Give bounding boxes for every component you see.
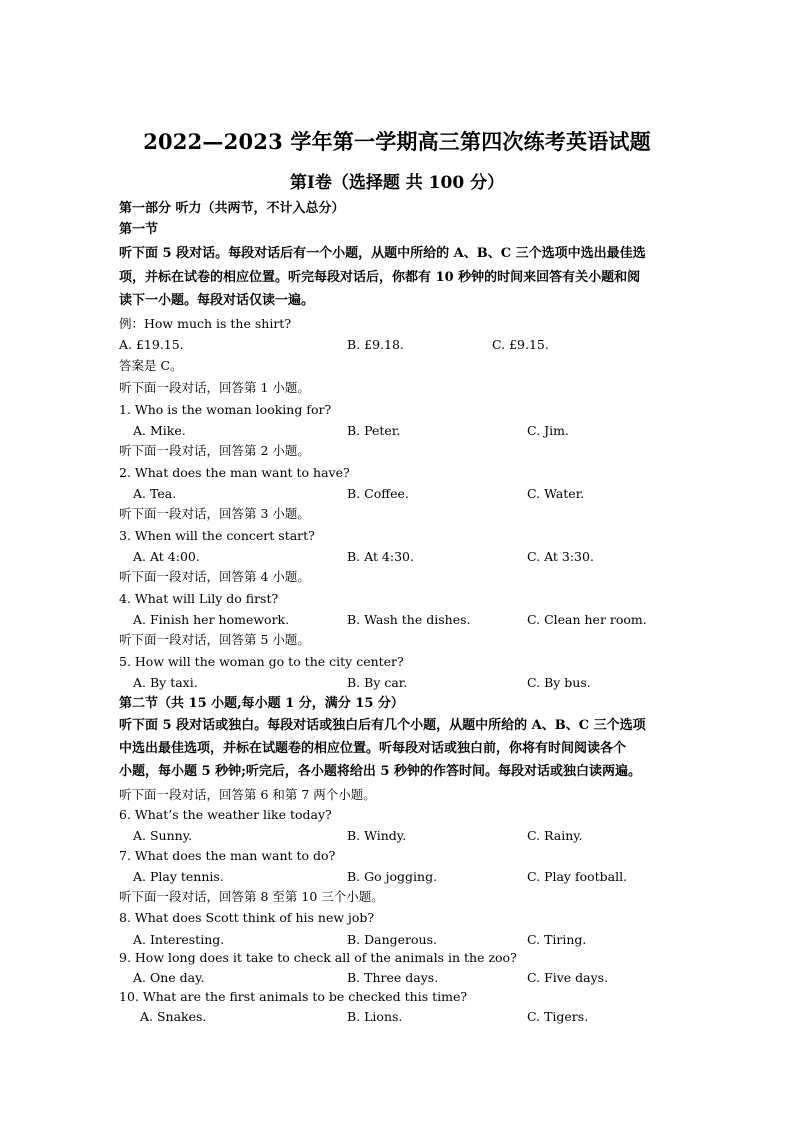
option-b: B. Peter.	[347, 423, 401, 438]
option-a: A. Play tennis.	[133, 869, 224, 884]
option-b: B. By car.	[347, 675, 408, 690]
option-a: A. Snakes.	[140, 1009, 207, 1024]
option-a: A. By taxi.	[133, 675, 198, 690]
example-option-a: A. £19.15.	[119, 337, 184, 352]
prompt-q5: 听下面一段对话，回答第 5 小题。	[119, 632, 310, 647]
option-b: B. Three days.	[347, 970, 439, 985]
option-b: B. Lions.	[347, 1009, 403, 1024]
option-a: A. Interesting.	[133, 932, 225, 947]
section2-instruction-1: 听下面 5 段对话或独白。每段对话或独白后有几个小题，从题中所给的 A、B、C 三个选项	[119, 718, 646, 733]
example-question: 例：How much is the shirt?	[119, 316, 292, 331]
option-a: A. Sunny.	[133, 828, 193, 843]
option-b: B. Dangerous.	[347, 932, 437, 947]
option-b: B. Wash the dishes.	[347, 612, 471, 627]
example-answer: 答案是 C。	[119, 358, 183, 373]
prompt-q8-10: 听下面一段对话，回答第 8 至第 10 三个小题。	[119, 889, 384, 904]
option-c: C. Tiring.	[527, 932, 587, 947]
prompt-q6-7: 听下面一段对话，回答第 6 和第 7 两个小题。	[119, 787, 376, 802]
option-b: B. Coffee.	[347, 486, 409, 501]
question-stem: 2. What does the man want to have?	[119, 465, 350, 480]
question-stem: 9. How long does it take to check all of the animals in the zoo?	[119, 950, 517, 965]
option-a: A. Mike.	[133, 423, 186, 438]
option-c: C. Water.	[527, 486, 585, 501]
question-stem: 10. What are the first animals to be checked this time?	[119, 989, 468, 1004]
instruction-line-1: 听下面 5 段对话。每段对话后有一个小题，从题中所给的 A、B、C 三个选项中选出最佳选	[119, 246, 646, 261]
section2-instruction-3: 小题，每小题 5 秒钟;听完后，各小题将给出 5 秒钟的作答时间。每段对话或独白读两遍。	[119, 764, 641, 779]
section2-heading: 第二节（共 15 小题,每小题 1 分，满分 15 分）	[119, 696, 404, 711]
option-a: A. At 4:00.	[133, 549, 200, 564]
part1-heading: 第一部分 听力（共两节，不计入总分）	[119, 201, 345, 216]
option-b: B. Go jogging.	[347, 869, 438, 884]
option-c: C. Tigers.	[527, 1009, 589, 1024]
question-stem: 7. What does the man want to do?	[119, 848, 336, 863]
option-c: C. Jim.	[527, 423, 569, 438]
option-c: C. At 3:30.	[527, 549, 594, 564]
option-a: A. Finish her homework.	[133, 612, 290, 627]
question-stem: 5. How will the woman go to the city center?	[119, 654, 404, 669]
option-b: B. At 4:30.	[347, 549, 414, 564]
instruction-line-2: 项，并标在试卷的相应位置。听完每段对话后，你都有 10 秒钟的时间来回答有关小题和阅	[119, 270, 641, 285]
option-a: A. One day.	[133, 970, 205, 985]
prompt-q1: 听下面一段对话，回答第 1 小题。	[119, 380, 310, 395]
question-stem: 8. What does Scott think of his new job?	[119, 910, 375, 925]
page-title: 2022—2023 学年第一学期高三第四次练考英语试题	[143, 129, 651, 154]
option-a: A. Tea.	[133, 486, 177, 501]
question-stem: 6. What’s the weather like today?	[119, 807, 332, 822]
option-c: C. By bus.	[527, 675, 591, 690]
prompt-q3: 听下面一段对话，回答第 3 小题。	[119, 506, 310, 521]
section1-heading: 第一节	[119, 222, 159, 237]
question-stem: 1. Who is the woman looking for?	[119, 402, 332, 417]
option-c: C. Rainy.	[527, 828, 583, 843]
question-stem: 4. What will Lily do first?	[119, 591, 279, 606]
instruction-line-3: 读下一小题。每段对话仅读一遍。	[119, 293, 315, 308]
section2-instruction-2: 中选出最佳选项，并标在试题卷的相应位置。听每段对话或独白前，你将有时间阅读各个	[119, 741, 627, 756]
page-subtitle: 第Ⅰ卷（选择题 共 100 分）	[289, 173, 505, 193]
example-option-c: C. £9.15.	[492, 337, 549, 352]
option-b: B. Windy.	[347, 828, 407, 843]
option-c: C. Play football.	[527, 869, 628, 884]
prompt-q2: 听下面一段对话，回答第 2 小题。	[119, 443, 310, 458]
question-stem: 3. When will the concert start?	[119, 528, 315, 543]
example-option-b: B. £9.18.	[347, 337, 404, 352]
option-c: C. Five days.	[527, 970, 609, 985]
option-c: C. Clean her room.	[527, 612, 647, 627]
prompt-q4: 听下面一段对话，回答第 4 小题。	[119, 569, 310, 584]
